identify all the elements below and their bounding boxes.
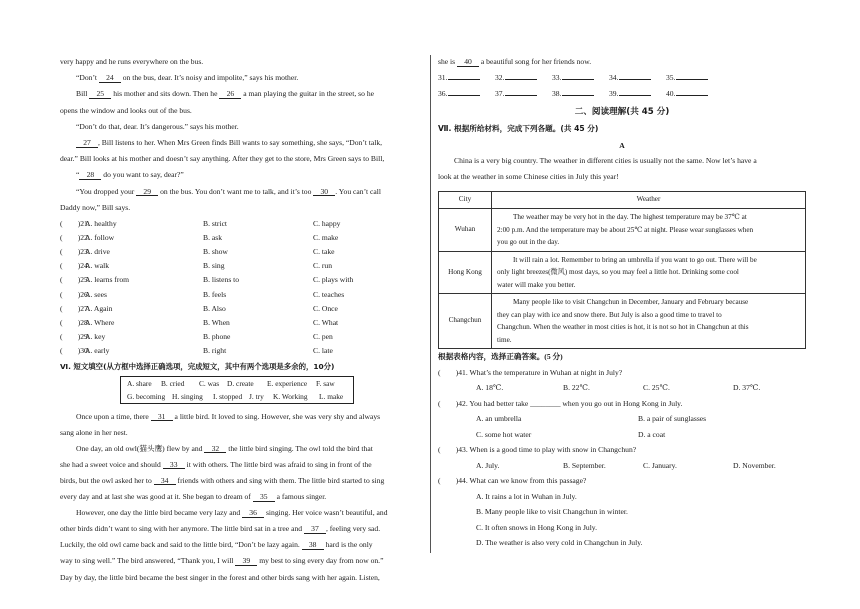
story-line: every day and at last she was good at it. She began to dream of 35 a famous singer. xyxy=(60,492,327,501)
option-c: C. pen xyxy=(313,332,333,342)
choice-row xyxy=(60,347,420,357)
option-a: A. sees xyxy=(85,289,107,299)
blank-number: 35 xyxy=(253,493,275,502)
option-b: B. right xyxy=(203,346,227,356)
option-c: C. late xyxy=(313,346,333,356)
intro-line: look at the weather in some Chinese cities in July this year! xyxy=(438,172,619,181)
option-a: A. drive xyxy=(85,246,110,256)
blank-number: 38 xyxy=(302,541,324,550)
passage-line: dear.” Bill looks at his mother and doesn’t say anything. After they get to the store, Mrs Green says to Bill, xyxy=(60,154,385,164)
option-b: B. Also xyxy=(203,303,226,313)
answer-number: 35. xyxy=(666,73,676,82)
answer-slot xyxy=(438,90,480,98)
blank-number: 24 xyxy=(99,74,121,83)
section-title: Ⅶ. 根据所给材料，完成下列各题。(共 45 分) xyxy=(438,124,599,133)
option: D. The weather is also very cold in Changchun in July. xyxy=(476,538,643,547)
question-number: ( )25. xyxy=(60,275,90,285)
option-b: B. sing xyxy=(203,261,225,271)
option-c: C. What xyxy=(313,317,339,327)
answer-slot xyxy=(438,74,480,82)
option: C. It often snows in Hong Kong in July. xyxy=(476,522,598,532)
answer-number: 36. xyxy=(438,89,448,98)
word-option: C. was xyxy=(199,378,220,388)
weather-line: The weather may be very hot in the day. The highest temperature may be 37℃ at xyxy=(513,213,747,221)
question-options xyxy=(438,431,806,441)
option-a: A. walk xyxy=(85,261,110,271)
question-stem: ( )44. What can we know from this passage? xyxy=(438,476,587,485)
passage-line: “Don’t do that, dear. It’s dangerous.” says his mother. xyxy=(76,121,239,131)
answer-row xyxy=(438,74,806,84)
weather-cell xyxy=(492,209,806,252)
option: A. July. xyxy=(476,460,500,470)
question-stem: ( )41. What’s the temperature in Wuhan at night in July? xyxy=(438,367,623,377)
choice-row xyxy=(60,220,420,230)
answer-number: 38. xyxy=(552,89,562,98)
option-a: A. Again xyxy=(85,303,113,313)
weather-line: only light breezes(微风) most days, so you may feel a little hot. Drinking some cool xyxy=(497,268,739,276)
blank-number: 39 xyxy=(235,557,257,566)
option: D. November. xyxy=(733,460,776,470)
choice-row xyxy=(60,291,420,301)
weather-line: It will rain a lot. Remember to bring an umbrella if you want to go out. There will be xyxy=(513,255,757,264)
option-c: C. Once xyxy=(313,303,338,313)
answer-number: 40. xyxy=(666,89,676,98)
choice-row xyxy=(60,234,420,244)
answer-slot xyxy=(495,74,537,82)
weather-line: you go out in the day. xyxy=(497,238,560,246)
passage-line: “Don’t 24 on the bus, dear. It’s noisy and impolite,” says his mother. xyxy=(76,73,299,83)
word-option: A. share xyxy=(127,378,152,388)
passage-line: “You dropped your 29 on the bus. You don’t want me to talk, and it’s too 30 . You can’t call xyxy=(76,186,381,196)
answer-blank xyxy=(619,95,651,96)
header-city: City xyxy=(439,192,492,209)
table-row xyxy=(439,209,806,252)
option-a: A. early xyxy=(85,346,110,356)
answer-number: 31. xyxy=(438,73,448,82)
choice-row xyxy=(60,262,420,272)
question-options xyxy=(438,384,806,394)
section-title: Ⅵ. 短文填空(从方框中选择正确选项，完成短文，其中有两个选项是多余的，10分) xyxy=(60,361,335,371)
answer-slot xyxy=(666,74,708,82)
weather-line: water will make you better. xyxy=(497,280,576,289)
option-a: A. healthy xyxy=(85,218,117,228)
word-option: H. singing xyxy=(172,391,203,401)
option-c: C. make xyxy=(313,232,339,242)
word-bank-box xyxy=(120,376,354,404)
weather-cell xyxy=(492,294,806,349)
question-number: ( )22. xyxy=(60,232,90,242)
answer-row xyxy=(438,90,806,100)
blank-number: 33 xyxy=(163,461,185,470)
answer-blank xyxy=(562,79,594,80)
story-line: way to sing well.” The bird answered, “Thank you, I will 39 my best to sing every day from now on.” xyxy=(60,556,384,566)
option-c: C. teaches xyxy=(313,289,345,299)
option: D. a coat xyxy=(638,429,666,439)
blank-number: 40 xyxy=(457,58,479,67)
option: D. 37℃. xyxy=(733,383,761,392)
passage-line: she is 40 a beautiful song for her friends now. xyxy=(438,57,592,66)
word-option: J. try xyxy=(249,391,264,401)
option: B. September. xyxy=(563,460,606,470)
answer-slot xyxy=(552,90,594,98)
weather-table xyxy=(438,191,806,349)
question-options xyxy=(438,462,806,472)
question-number: ( )28. xyxy=(60,317,90,327)
blank-number: 29 xyxy=(136,188,158,197)
city-cell: Changchun xyxy=(439,294,492,349)
story-line: However, one day the little bird became very lazy and 36 singing. Her voice wasn’t beautiful, and xyxy=(76,508,388,518)
word-option: D. create xyxy=(227,378,254,388)
answer-number: 39. xyxy=(609,89,619,98)
story-line: birds, but the owl asked her to 34 friends with others and sing with them. The little bird started to sing xyxy=(60,475,385,485)
question-number: ( )26. xyxy=(60,289,90,299)
passage-line: “ 28 do you want to say, dear?” xyxy=(76,170,184,180)
header-weather: Weather xyxy=(492,192,806,209)
question-instruction: 根据表格内容，选择正确答案。(5 分) xyxy=(438,352,563,361)
option-c: C. take xyxy=(313,246,335,256)
choice-row xyxy=(60,333,420,343)
answer-number: 32. xyxy=(495,73,505,82)
option: B. a pair of sunglasses xyxy=(638,414,707,423)
answer-slot xyxy=(609,90,651,98)
word-option: F. saw xyxy=(316,378,335,388)
answer-number: 33. xyxy=(552,73,562,82)
blank-number: 30 xyxy=(313,188,335,197)
option-b: B. ask xyxy=(203,232,222,242)
option: A. It rains a lot in Wuhan in July. xyxy=(476,491,577,501)
question-options xyxy=(438,415,806,425)
blank-number: 37 xyxy=(304,525,326,534)
choice-row xyxy=(60,305,420,315)
passage-line: opens the window and looks out of the bus. xyxy=(60,105,192,115)
question-number: ( )30. xyxy=(60,346,90,356)
blank-number: 26 xyxy=(219,90,241,99)
story-line: sang alone in her nest. xyxy=(60,427,128,437)
option-a: A. key xyxy=(85,332,106,342)
word-option: G. becoming xyxy=(127,391,166,401)
option: C. some hot water xyxy=(476,429,532,439)
passage-line: very happy and he runs everywhere on the bus. xyxy=(60,57,204,66)
option-c: C. plays with xyxy=(313,275,354,285)
question-number: ( )29. xyxy=(60,332,90,342)
option-b: B. When xyxy=(203,317,230,327)
blank-number: 31 xyxy=(151,413,173,422)
weather-line: they can play with ice and snow there. But July is also a good time to travel to xyxy=(497,310,722,319)
option-b: B. feels xyxy=(203,289,227,299)
question-number: ( )27. xyxy=(60,303,90,313)
question-number: ( )23. xyxy=(60,246,90,256)
option-b: B. strict xyxy=(203,218,228,228)
option-b: B. phone xyxy=(203,332,231,342)
part-title: 二、阅读理解(共 45 分) xyxy=(574,107,670,117)
word-option: K. Working xyxy=(273,391,308,401)
choice-row xyxy=(60,248,420,258)
table-row xyxy=(439,251,806,294)
answer-blank xyxy=(676,79,708,80)
story-line: Once upon a time, there 31 a little bird. It loved to sing. However, she was very shy and always xyxy=(76,411,381,421)
weather-line: 2:00 p.m. And the temperature may be about 25℃ at night. Please wear sunglasses when xyxy=(497,225,754,234)
option-a: A. follow xyxy=(85,232,115,242)
blank-number: 34 xyxy=(154,477,176,486)
story-line: Day by day, the little bird became the best singer in the forest and other birds sang with her again. Listen, xyxy=(60,572,380,582)
weather-line: Many people like to visit Changchun in December, January and February because xyxy=(513,298,749,306)
column-divider xyxy=(430,55,431,553)
blank-number: 32 xyxy=(204,445,226,454)
answer-blank xyxy=(505,79,537,80)
answer-blank xyxy=(505,95,537,96)
blank-number: 27 xyxy=(76,139,98,148)
passage-line: Bill 25 his mother and sits down. Then he 26 a man playing the guitar in the street, so he xyxy=(76,89,375,99)
story-line: she had a sweet voice and should 33 it with others. The little bird was afraid to sing in front of the xyxy=(60,459,372,469)
weather-line: time. xyxy=(497,335,512,344)
answer-blank xyxy=(562,95,594,96)
option-b: B. show xyxy=(203,246,228,256)
passage-letter: A xyxy=(619,141,625,150)
option-b: B. listens to xyxy=(203,275,240,285)
option: C. 25℃. xyxy=(643,383,670,392)
question-stem: ( )43. When is a good time to play with snow in Changchun? xyxy=(438,445,637,454)
blank-number: 25 xyxy=(89,90,111,99)
blank-number: 28 xyxy=(79,171,101,180)
intro-line: China is a very big country. The weather in different cities is usually not the same. Now let’s have a xyxy=(454,156,757,165)
question-number: ( )21. xyxy=(60,218,90,228)
story-line: One day, an old owl(猫头鹰) flew by and 32 the little bird singing. The owl told the bird that xyxy=(76,443,373,453)
table-header-row xyxy=(439,192,806,209)
blank-number: 36 xyxy=(242,509,264,518)
answer-blank xyxy=(448,79,480,80)
word-option: B. cried xyxy=(161,378,185,388)
question-stem: ( )42. You had better take ________ when you go out in Hong Kong in July. xyxy=(438,398,683,408)
word-option: L. make xyxy=(319,391,344,401)
option: B. Many people like to visit Changchun in winter. xyxy=(476,507,628,516)
table-row xyxy=(439,294,806,349)
option-a: A. learns from xyxy=(85,275,130,285)
option: A. an umbrella xyxy=(476,414,522,423)
city-cell: Hong Kong xyxy=(439,251,492,294)
answer-slot xyxy=(552,74,594,82)
question-number: ( )24. xyxy=(60,261,90,271)
word-option: I. stopped xyxy=(213,391,243,401)
option: A. 18℃. xyxy=(476,383,504,392)
story-line: other birds didn’t want to sing with her anymore. The little bird sat in a tree and 37 , feeling very sad. xyxy=(60,524,381,534)
passage-line: Daddy now,” Bill says. xyxy=(60,202,131,212)
option: C. January. xyxy=(643,460,677,470)
weather-cell xyxy=(492,251,806,294)
answer-number: 34. xyxy=(609,73,619,82)
story-line: Luckily, the old owl came back and said to the little bird, “Don’t be lazy again. 38 hard is the only xyxy=(60,540,373,550)
answer-blank xyxy=(676,95,708,96)
passage-line: 27 , Bill listens to her. When Mrs Green finds Bill wants to say something, she says, “Don’t talk, xyxy=(76,139,382,148)
answer-blank xyxy=(619,79,651,80)
answer-slot xyxy=(495,90,537,98)
option: B. 22℃. xyxy=(563,383,590,392)
answer-slot xyxy=(609,74,651,82)
choice-row xyxy=(60,276,420,286)
choice-row xyxy=(60,319,420,329)
option-a: A. Where xyxy=(85,317,115,327)
city-cell: Wuhan xyxy=(439,209,492,252)
option-c: C. happy xyxy=(313,218,341,228)
answer-blank xyxy=(448,95,480,96)
option-c: C. run xyxy=(313,261,332,271)
answer-number: 37. xyxy=(495,89,505,98)
weather-line: Changchun. When the weather in most cities is hot, it is not so hot in Changchun at this xyxy=(497,323,749,331)
answer-slot xyxy=(666,90,708,98)
word-option: E. experience xyxy=(267,378,308,388)
